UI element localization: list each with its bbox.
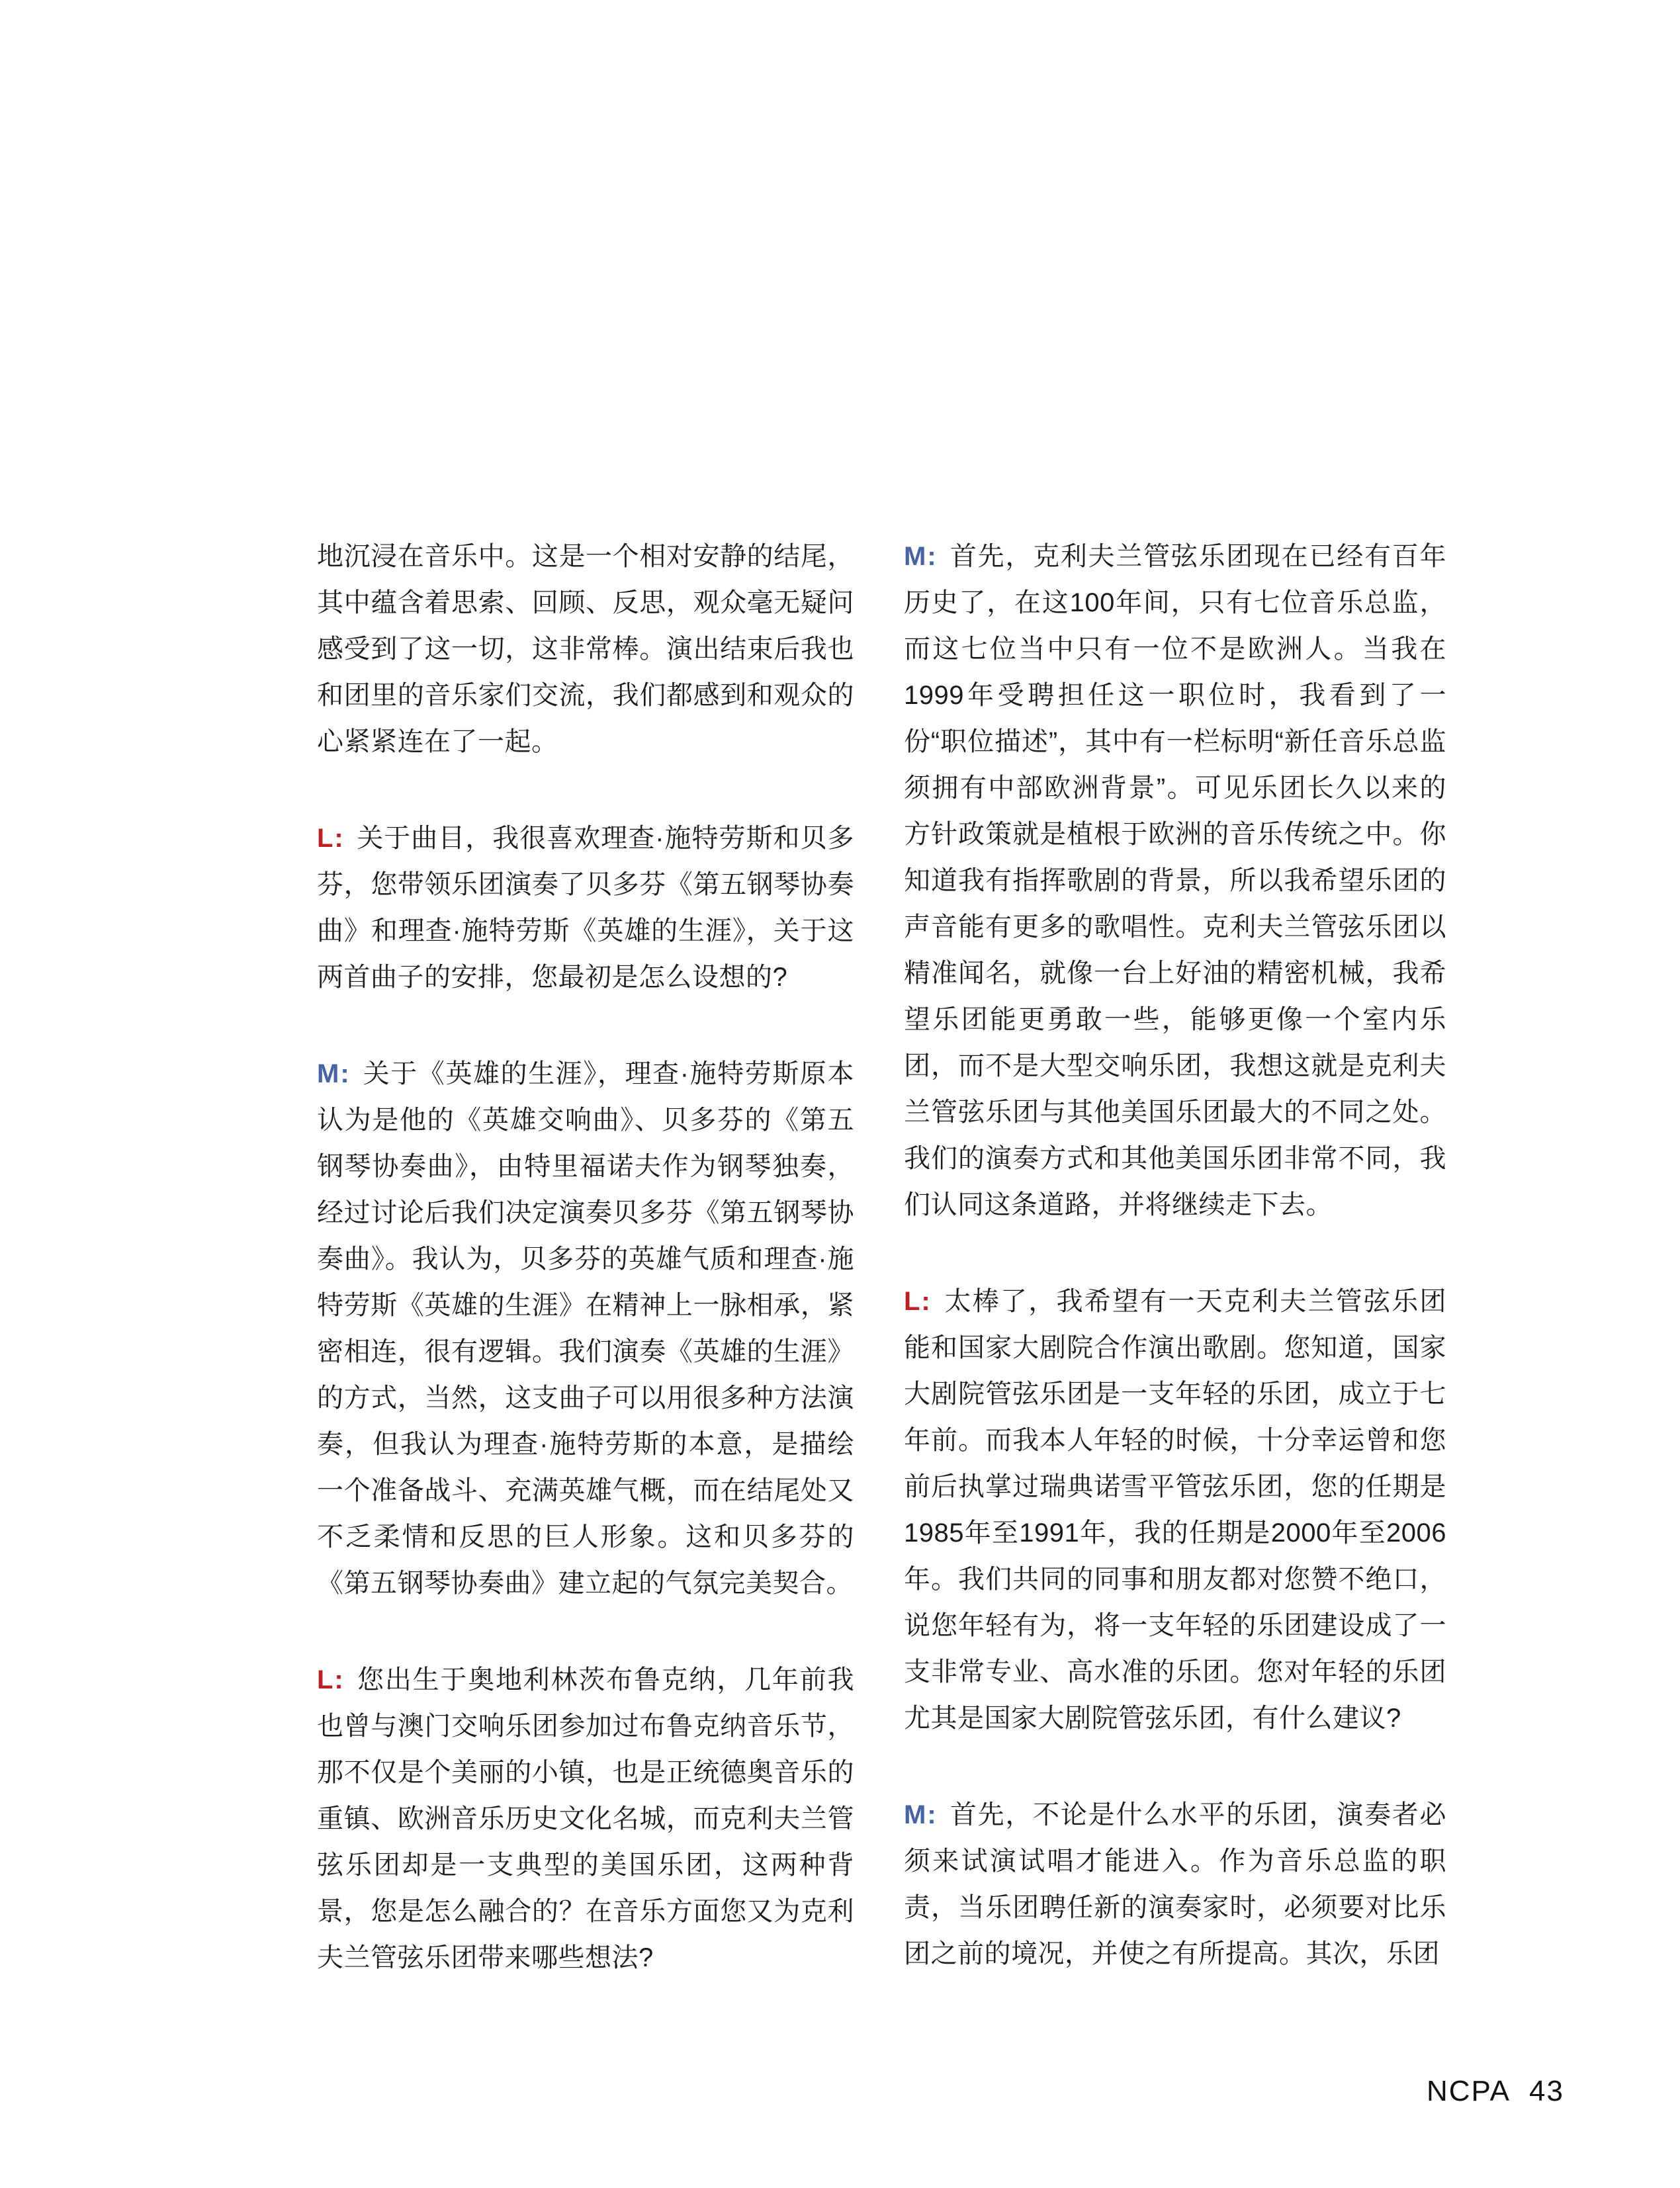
article-column-right xyxy=(904,533,1446,1977)
speaker-label: M: xyxy=(904,1800,938,1829)
article-column-left xyxy=(317,533,854,1981)
page-footer xyxy=(1427,2075,1564,2108)
speaker-label: L: xyxy=(317,1665,345,1694)
paragraph xyxy=(317,815,854,1000)
speaker-label: M: xyxy=(904,542,938,571)
paragraph xyxy=(904,1278,1446,1741)
paragraph-text: 关于曲目，我很喜欢理查·施特劳斯和贝多芬，您带领乐团演奏了贝多芬《第五钢琴协奏曲》和理查·施特劳斯《英雄的生涯》，关于这两首曲子的安排，您最初是怎么设想的? xyxy=(317,824,854,992)
speaker-label: L: xyxy=(317,824,345,853)
paragraph-text: 您出生于奥地利林茨布鲁克纳，几年前我也曾与澳门交响乐团参加过布鲁克纳音乐节，那不仅是个美丽的小镇，也是正统德奥音乐的重镇、欧洲音乐历史文化名城，而克利夫兰管弦乐团却是一支典型的美国乐团，这两种背景，您是怎么融合的？在音乐方面您又为克利夫兰管弦乐团带来哪些想法? xyxy=(317,1665,854,1972)
paragraph-text: 关于《英雄的生涯》，理查·施特劳斯原本认为是他的《英雄交响曲》、贝多芬的《第五钢琴协奏曲》，由特里福诺夫作为钢琴独奏，经过讨论后我们决定演奏贝多芬《第五钢琴协奏曲》。我认为，贝多芬的英雄气质和理查·施特劳斯《英雄的生涯》在精神上一脉相承，紧密相连，很有逻辑。我们演奏《英雄的生涯》的方式，当然，这支曲子可以用很多种方法演奏，但我认为理查·施特劳斯的本意，是描绘一个准备战斗、充满英雄气概，而在结尾处又不乏柔情和反思的巨人形象。这和贝多芬的《第五钢琴协奏曲》建立起的气氛完美契合。 xyxy=(317,1059,854,1598)
footer-brand: NCPA xyxy=(1427,2075,1511,2107)
paragraph-text: 太棒了，我希望有一天克利夫兰管弦乐团能和国家大剧院合作演出歌剧。您知道，国家大剧院管弦乐团是一支年轻的乐团，成立于七年前。而我本人年轻的时候，十分幸运曾和您前后执掌过瑞典诺雪平管弦乐团，您的任期是1985年至1991年，我的任期是2000年至2006年。我们共同的同事和朋友都对您赞不绝口，说您年轻有为，将一支年轻的乐团建设成了一支非常专业、高水准的乐团。您对年轻的乐团尤其是国家大剧院管弦乐团，有什么建议? xyxy=(904,1287,1446,1733)
paragraph xyxy=(904,1792,1446,1977)
paragraph xyxy=(317,1657,854,1981)
paragraph xyxy=(317,533,854,765)
paragraph-text: 地沉浸在音乐中。这是一个相对安静的结尾，其中蕴含着思索、回顾、反思，观众毫无疑问感受到了这一切，这非常棒。演出结束后我也和团里的音乐家们交流，我们都感到和观众的心紧紧连在了一起。 xyxy=(317,542,854,756)
paragraph xyxy=(904,533,1446,1228)
paragraph-text: 首先，不论是什么水平的乐团，演奏者必须来试演试唱才能进入。作为音乐总监的职责，当乐团聘任新的演奏家时，必须要对比乐团之前的境况，并使之有所提高。其次，乐团 xyxy=(904,1800,1446,1968)
speaker-label: L: xyxy=(904,1287,932,1316)
footer-page-number: 43 xyxy=(1528,2075,1564,2107)
paragraph xyxy=(317,1051,854,1606)
speaker-label: M: xyxy=(317,1059,351,1088)
paragraph-text: 首先，克利夫兰管弦乐团现在已经有百年历史了，在这100年间，只有七位音乐总监，而这七位当中只有一位不是欧洲人。当我在1999年受聘担任这一职位时，我看到了一份“职位描述”，其中有一栏标明“新任音乐总监须拥有中部欧洲背景”。可见乐团长久以来的方针政策就是植根于欧洲的音乐传统之中。你知道我有指挥歌剧的背景，所以我希望乐团的声音能有更多的歌唱性。克利夫兰管弦乐团以精准闻名，就像一台上好油的精密机械，我希望乐团能更勇敢一些，能够更像一个室内乐团，而不是大型交响乐团，我想这就是克利夫兰管弦乐团与其他美国乐团最大的不同之处。我们的演奏方式和其他美国乐团非常不同，我们认同这条道路，并将继续走下去。 xyxy=(904,542,1446,1219)
